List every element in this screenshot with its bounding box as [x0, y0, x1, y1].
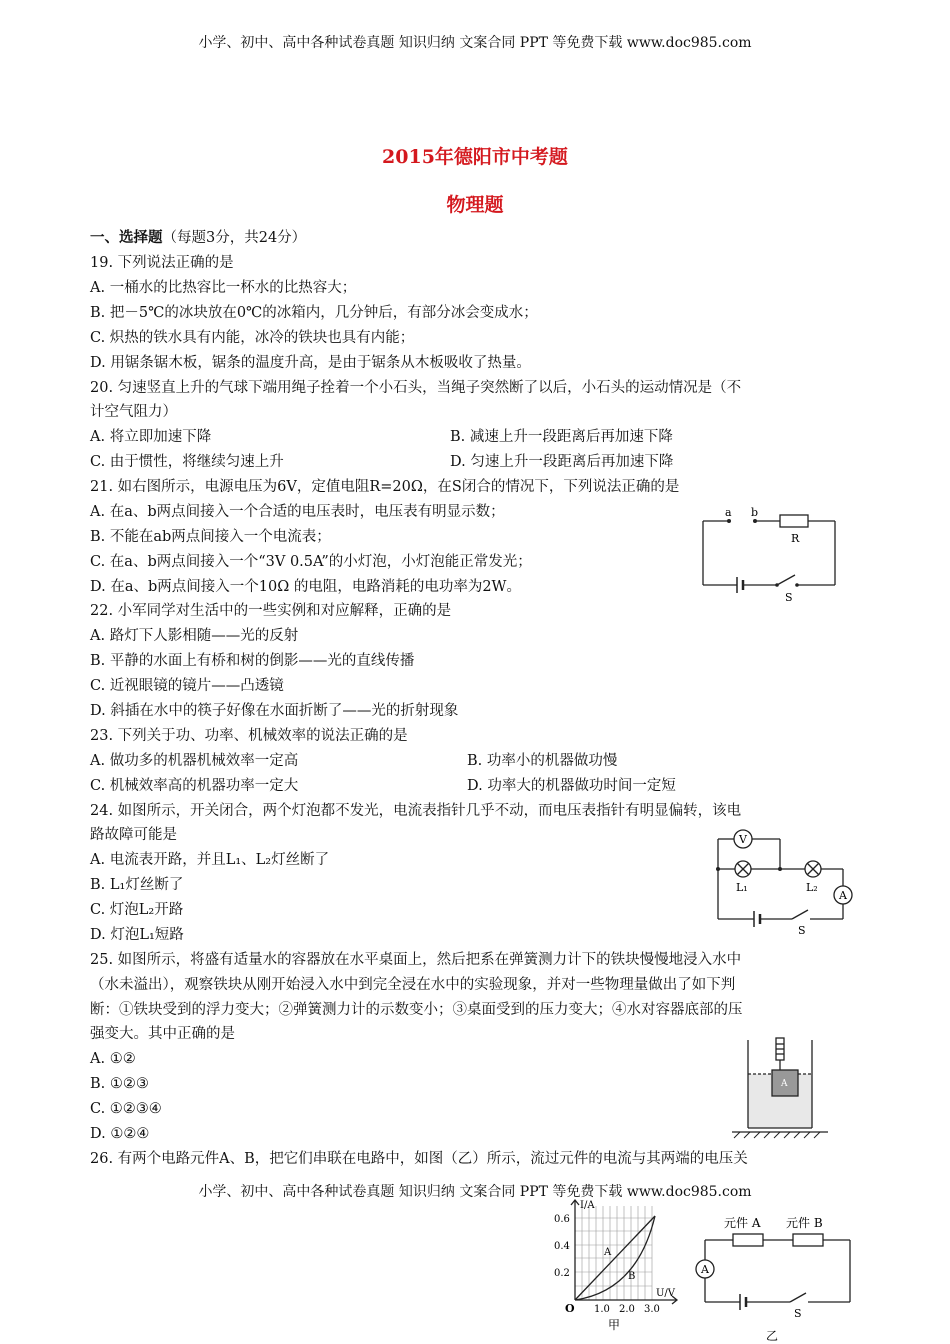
q21-fig-label-s: S [785, 591, 793, 604]
q22-stem: 22. 小军同学对生活中的一些实例和对应解释，正确的是 [90, 603, 452, 619]
q25-container-diagram [730, 1038, 830, 1138]
q20-option-a: A. 将立即加速下降 [90, 429, 212, 445]
q22-option-a: A. 路灯下人影相随——光的反射 [90, 628, 299, 644]
q26-series-circuit [690, 1210, 860, 1344]
q26-circuit-switch-label: S [794, 1307, 802, 1320]
q24-fig-l2-label: L₂ [806, 881, 818, 894]
q26-graph-xtick-1-0: 1.0 [594, 1304, 610, 1315]
q25-stem-line1: 25. 如图所示，将盛有适量水的容器放在水平桌面上，然后把系在弹簧测力计下的铁块慢慢地浸入水中 [90, 952, 742, 968]
q20-option-d: D. 匀速上升一段距离后再加速下降 [450, 454, 674, 470]
q21-circuit-diagram [695, 505, 845, 605]
q24-fig-ammeter-label: A [839, 889, 847, 902]
q19-option-d: D. 用锯条锯木板，锯条的温度升高，是由于锯条从木板吸收了热量。 [90, 355, 531, 371]
q26-circuit-ammeter-label: A [701, 1263, 709, 1276]
q25-option-d: D. ①②④ [90, 1126, 150, 1142]
q25-option-b: B. ①②③ [90, 1076, 149, 1092]
q21-fig-label-a: a [725, 506, 732, 519]
page-header: 小学、初中、高中各种试卷真题 知识归纳 文案合同 PPT 等免费下载 www.doc985.com [198, 35, 752, 51]
q24-fig-voltmeter-label: V [739, 833, 747, 846]
q26-graph-curve-a-label: A [604, 1247, 612, 1258]
q26-stem: 26. 有两个电路元件A、B，把它们串联在电路中，如图（乙）所示，流过元件的电流与其两端的电压关 [90, 1151, 748, 1167]
q23-option-b: B. 功率小的机器做功慢 [467, 753, 618, 769]
q24-fig-l1-label: L₁ [736, 881, 748, 894]
q22-option-d: D. 斜插在水中的筷子好像在水面折断了——光的折射现象 [90, 703, 459, 719]
q24-option-c: C. 灯泡L₂开路 [90, 902, 184, 918]
q25-stem-line3: 断：①铁块受到的浮力变大；②弹簧测力计的示数变小；③桌面受到的压力变大；④水对容器底部的压 [90, 1002, 743, 1018]
q22-option-b: B. 平静的水面上有桥和树的倒影——光的直线传播 [90, 653, 415, 669]
q24-stem-line1: 24. 如图所示，开关闭合，两个灯泡都不发光，电流表指针几乎不动，而电压表指针有明显偏转，该电 [90, 803, 742, 819]
q25-option-a: A. ①② [90, 1051, 136, 1067]
q20-option-b: B. 减速上升一段距离后再加速下降 [450, 429, 673, 445]
q20-stem-line2: 计空气阻力） [90, 404, 177, 420]
q24-option-a: A. 电流表开路，并且L₁、L₂灯丝断了 [90, 852, 330, 868]
q25-stem-line4: 强变大。其中正确的是 [90, 1026, 235, 1042]
page-footer: 小学、初中、高中各种试卷真题 知识归纳 文案合同 PPT 等免费下载 www.doc985.com [198, 1184, 752, 1200]
q20-stem-line1: 20. 匀速竖直上升的气球下端用绳子拴着一个小石头，当绳子突然断了以后，小石头的运动情况是（不 [90, 380, 742, 396]
q22-option-c: C. 近视眼镜的镜片——凸透镜 [90, 678, 284, 694]
q21-fig-label-r: R [791, 532, 800, 545]
q26-graph-xtick-3-0: 3.0 [644, 1304, 660, 1315]
q25-fig-block-label: A [781, 1079, 788, 1089]
q24-option-d: D. 灯泡L₁短路 [90, 927, 184, 943]
q23-stem: 23. 下列关于功、功率、机械效率的说法正确的是 [90, 728, 408, 744]
q26-graph-origin: O [565, 1302, 575, 1315]
q26-graph-xtick-2-0: 2.0 [619, 1304, 635, 1315]
q19-option-b: B. 把－5℃的冰块放在0℃的冰箱内，几分钟后，有部分冰会变成水； [90, 305, 538, 321]
q26-circuit-caption: 乙 [766, 1329, 779, 1343]
q19-stem: 19. 下列说法正确的是 [90, 255, 234, 271]
section-label: 一、选择题 [90, 229, 163, 246]
q25-option-c: C. ①②③④ [90, 1101, 162, 1117]
q26-graph-ylabel: I/A [580, 1200, 595, 1211]
section-heading [90, 228, 306, 248]
q24-option-b: B. L₁灯丝断了 [90, 877, 184, 893]
q21-option-a: A. 在a、b两点间接入一个合适的电压表时，电压表有明显示数； [90, 504, 505, 520]
q26-iu-graph [552, 1196, 684, 1344]
q26-circuit-component-a-label: 元件 A [724, 1216, 761, 1230]
q26-graph-xlabel: U/V [656, 1288, 676, 1299]
q23-option-c: C. 机械效率高的机器功率一定大 [90, 778, 299, 794]
q24-circuit-diagram [710, 825, 860, 937]
q20-option-c: C. 由于惯性，将继续匀速上升 [90, 454, 284, 470]
page-subtitle: 物理题 [446, 194, 504, 216]
q21-option-b: B. 不能在ab两点间接入一个电流表； [90, 529, 331, 545]
q21-option-d: D. 在a、b两点间接入一个10Ω 的电阻，电路消耗的电功率为2W。 [90, 579, 521, 595]
q19-option-a: A. 一桶水的比热容比一杯水的比热容大； [90, 280, 357, 296]
q26-graph-ytick-0-2: 0.2 [554, 1268, 570, 1279]
q26-graph-caption: 甲 [608, 1318, 621, 1332]
q26-graph-ytick-0-6: 0.6 [554, 1214, 570, 1225]
page-title: 2015年德阳市中考题 [382, 146, 568, 168]
q23-option-a: A. 做功多的机器机械效率一定高 [90, 753, 299, 769]
q19-option-c: C. 炽热的铁水具有内能，冰冷的铁块也具有内能； [90, 330, 415, 346]
q26-circuit-component-b-label: 元件 B [786, 1216, 823, 1230]
q21-option-c: C. 在a、b两点间接入一个“3V 0.5A”的小灯泡，小灯泡能正常发光； [90, 554, 532, 570]
q26-graph-curve-b-label: B [628, 1271, 636, 1282]
q25-stem-line2: （水未溢出），观察铁块从刚开始浸入水中到完全浸在水中的实验现象，并对一些物理量做出了如下判 [90, 977, 736, 993]
q21-fig-label-b: b [751, 506, 759, 519]
q24-stem-line2: 路故障可能是 [90, 827, 177, 843]
q23-option-d: D. 功率大的机器做功时间一定短 [467, 778, 676, 794]
q26-graph-ytick-0-4: 0.4 [554, 1241, 570, 1252]
q21-stem: 21. 如右图所示，电源电压为6V，定值电阻R=20Ω，在S闭合的情况下，下列说法正确的是 [90, 479, 680, 495]
q24-fig-s-label: S [798, 924, 806, 937]
section-note: （每题3分，共24分） [162, 230, 307, 246]
